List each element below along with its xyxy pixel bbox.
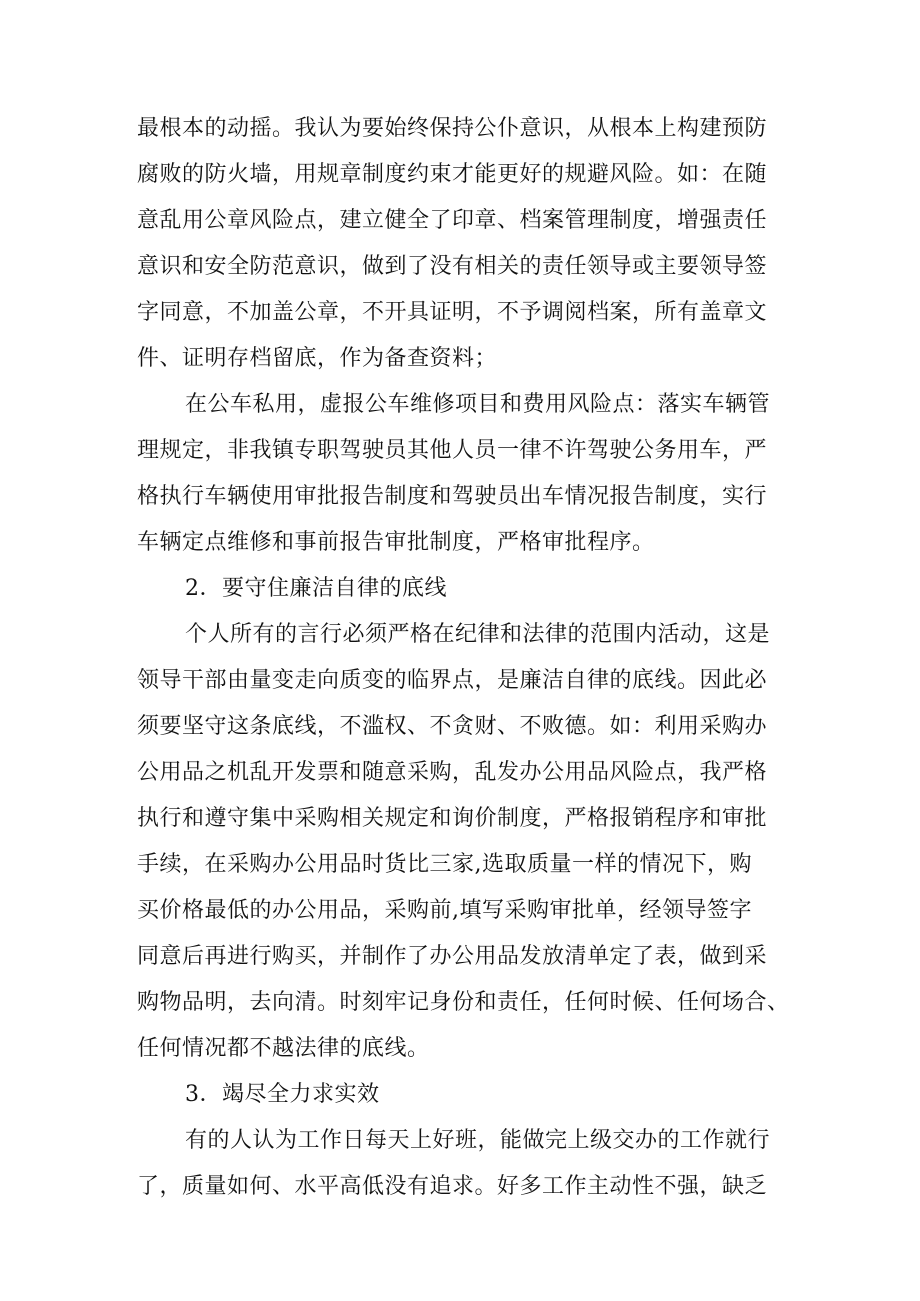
text-line: 同意后再进行购买，并制作了办公用品发放清单定了表，做到采 [137, 944, 768, 969]
text-line: 任何情况都不越法律的底线。 [137, 1036, 430, 1061]
text-line: 购物品明，去向清。时刻牢记身份和责任，任何时候、任何场合、 [137, 990, 790, 1015]
text-line: 意乱用公章风险点，建立健全了印章、档案管理制度，增强责任 [137, 208, 768, 233]
text-line: 车辆定点维修和事前报告审批制度，严格审批程序。 [137, 530, 655, 555]
text-line: 格执行车辆使用审批报告制度和驾驶员出车情况报告制度，实行 [137, 484, 768, 509]
text-line: 须要坚守这条底线，不滥权、不贪财、不败德。如：利用采购办 [137, 714, 768, 739]
text-line: 在公车私用，虚报公车维修项目和费用风险点：落实车辆管 [185, 392, 771, 417]
text-line: 领导干部由量变走向质变的临界点，是廉洁自律的底线。因此必 [137, 668, 768, 693]
document-body [137, 106, 797, 1210]
text-line: 2．要守住廉洁自律的底线 [185, 576, 447, 601]
text-line: 公用品之机乱开发票和随意采购，乱发办公用品风险点，我严格 [137, 760, 768, 785]
text-line: 个人所有的言行必须严格在纪律和法律的范围内活动，这是 [185, 622, 771, 647]
text-line: 买价格最低的办公用品，采购前,填写采购审批单，经领导签字 [137, 898, 752, 923]
text-line: 3．竭尽全力求实效 [185, 1082, 380, 1107]
text-line: 有的人认为工作日每天上好班，能做完上级交办的工作就行 [185, 1128, 771, 1153]
text-line: 意识和安全防范意识，做到了没有相关的责任领导或主要领导签 [137, 254, 768, 279]
text-line: 字同意，不加盖公章，不开具证明，不予调阅档案，所有盖章文 [137, 300, 768, 325]
text-line: 件、证明存档留底，作为备查资料； [137, 346, 498, 371]
text-line: 理规定，非我镇专职驾驶员其他人员一律不许驾驶公务用车，严 [137, 438, 768, 463]
text-line: 最根本的动摇。我认为要始终保持公仆意识，从根本上构建预防 [137, 116, 768, 141]
text-line: 执行和遵守集中采购相关规定和询价制度，严格报销程序和审批 [137, 806, 768, 831]
text-line: 手续，在采购办公用品时货比三家,选取质量一样的情况下，购 [137, 852, 752, 877]
text-line: 了，质量如何、水平高低没有追求。好多工作主动性不强，缺乏 [137, 1174, 768, 1199]
text-line: 腐败的防火墙，用规章制度约束才能更好的规避风险。如：在随 [137, 162, 768, 187]
